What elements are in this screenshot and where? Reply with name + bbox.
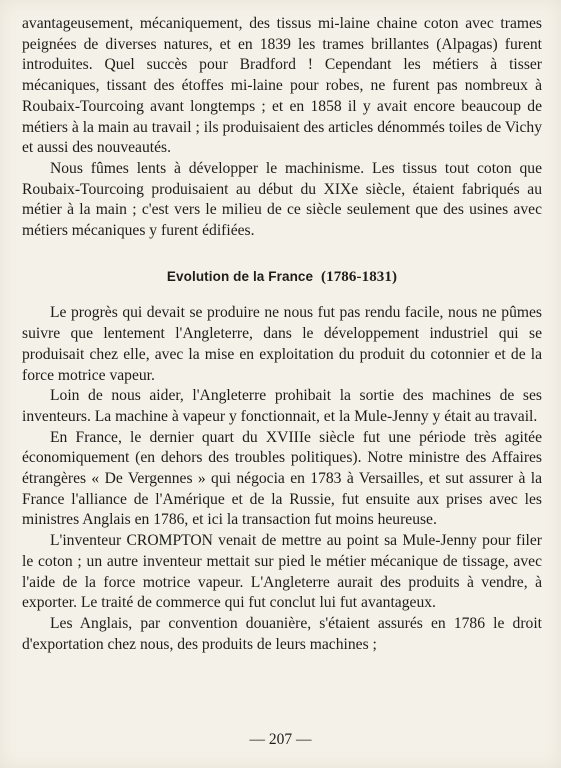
page-number: — 207 — [249, 731, 312, 748]
paragraph-machinisme: Nous fûmes lents à développer le machinisme. Les tissus tout coton que Roubaix-Tourcoing produisaient au début du XIXe siècle, étaient fabriqués au métier à la main ; c'est vers le milieu de ce siècle seulement que des usines avec métiers mécaniques y furent édifiées. [22, 159, 542, 240]
paragraph-progres: Le progrès qui devait se produire ne nous fut pas rendu facile, nous ne pûmes suivre que lentement l'Angleterre, dans le développement industriel qui se produisait chez elle, avec la mise en exploitation du produit du cotonnier et de la force motrice vapeur. [22, 304, 542, 384]
section-heading-title: Evolution de la France [166, 268, 314, 284]
paragraph-continued: avantageusement, mécaniquement, des tissus mi-laine chaine coton avec trames peignées de diverses natures, et en 1839 les trames brillantes (Alpagas) furent introduites. Quel succès pour Bradford ! Cependant les métiers à tisser mécaniques, tissant des étoffes mi-laine pour robes, ne furent pas nombreux à Roubaix-Tourcoing avant longtemps ; et en 1858 il y avait encore beaucoup de métiers à la main au travail ; ils produisaient des articles dénommés toiles de Vichy et aussi des nouveautés. [22, 15, 542, 157]
body-text [22, 14, 542, 655]
paragraph-france: En France, le dernier quart du XVIIIe siècle fut une période très agitée économiquement (en dehors des troubles politiques). Notre ministre des Affaires étrangères « De Vergennes » qui négocia en 1783 à Versailles, et sut assurer à la France l'alliance de l'Amérique et de la Russie, fut ensuite aux prises avec les ministres Anglais en 1786, et ici la transaction fut moins heureuse. [22, 428, 542, 529]
section-heading-years: (1786-1831) [321, 268, 398, 285]
section-heading [22, 267, 542, 288]
paragraph-crompton: L'inventeur CROMPTON venait de mettre au point sa Mule-Jenny pour filer le coton ; un autre inventeur mettait sur pied le métier mécanique de tissage, avec l'aide de la force motrice vapeur. L'Angleterre aurait des produits à vendre, à exporter. Le traité de commerce qui fut conclut lui fut avantageux. [22, 532, 542, 612]
paragraph-anglais: Les Anglais, par convention douanière, s'étaient assurés en 1786 le droit d'exportation chez nous, des produits de leurs machines ; [22, 614, 542, 653]
paragraph-angleterre: Loin de nous aider, l'Angleterre prohibait la sortie des machines de ses inventeurs. La machine à vapeur y fonctionnait, et la Mule-Jenny y était au travail. [22, 387, 542, 425]
